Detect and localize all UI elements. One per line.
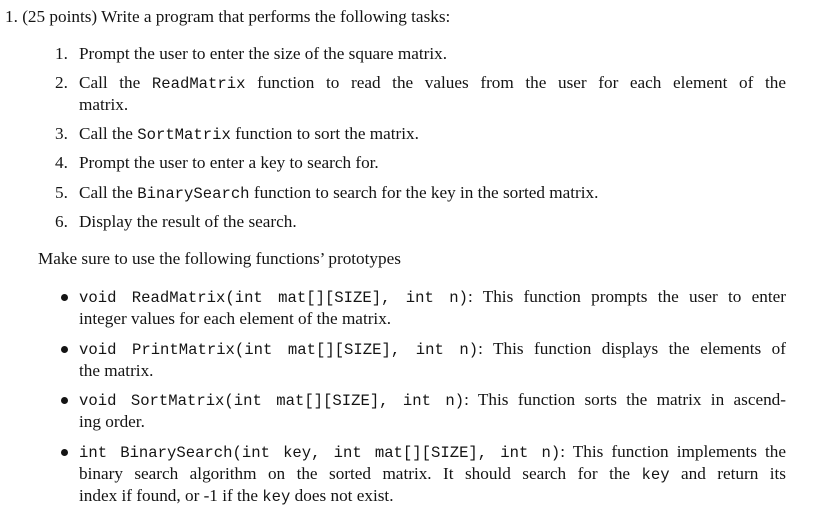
prototype-signature: int BinarySearch(int key, int mat[][SIZE], int n) — [79, 444, 561, 462]
bullet-icon — [61, 397, 68, 404]
prototype-text: void SortMatrix(int mat[][SIZE], int n): This function sorts the matrix in ascend- — [79, 390, 786, 410]
keyword-key: key — [262, 488, 291, 506]
bullet-icon — [61, 346, 68, 353]
task-number: 5. — [55, 183, 68, 202]
prototype-signature: void SortMatrix(int mat[][SIZE], int n) — [79, 392, 465, 410]
task-text: Prompt the user to enter the size of the square matrix. — [79, 44, 447, 63]
problem-number: 1. — [5, 7, 18, 26]
task-text: Call the BinarySearch function to search for the key in the sorted matrix. — [79, 183, 599, 203]
problem-intro: Write a program that performs the following tasks: — [101, 7, 451, 26]
problem-points: (25 points) — [22, 7, 98, 26]
bullet-icon — [61, 294, 68, 301]
prototype-text-continued: integer values for each element of the matrix. — [79, 309, 392, 328]
task-text: Display the result of the search. — [79, 212, 297, 231]
task-number: 4. — [55, 153, 68, 172]
prototype-signature: void ReadMatrix(int mat[][SIZE], int n) — [79, 289, 468, 307]
prototype-signature: void PrintMatrix(int mat[][SIZE], int n) — [79, 341, 479, 359]
task-number: 1. — [55, 44, 68, 63]
prototype-text-continued: index if found, or -1 if the key does not exist. — [79, 486, 394, 506]
prototype-text: void PrintMatrix(int mat[][SIZE], int n): This function displays the elements of — [79, 339, 786, 359]
prototype-text: void ReadMatrix(int mat[][SIZE], int n): This function prompts the user to enter — [79, 287, 786, 307]
function-name: SortMatrix — [137, 126, 231, 144]
prototype-text-continued: binary search algorithm on the sorted matrix. It should search for the key and return its — [79, 464, 786, 484]
task-text: Call the ReadMatrix function to read the values from the user for each element of the — [79, 73, 786, 93]
bullet-icon — [61, 449, 68, 456]
problem-header — [5, 6, 450, 28]
task-number: 2. — [55, 73, 68, 92]
function-name: ReadMatrix — [151, 75, 246, 93]
task-text-continued: matrix. — [79, 95, 129, 114]
prototype-text-continued: ing order. — [79, 412, 145, 431]
prototypes-intro: Make sure to use the following functions’ prototypes — [38, 249, 401, 268]
task-text: Call the SortMatrix function to sort the matrix. — [79, 124, 419, 144]
prototype-text: int BinarySearch(int key, int mat[][SIZE], int n): This function implements the — [79, 442, 786, 462]
task-number: 3. — [55, 124, 68, 143]
keyword-key: key — [641, 466, 670, 484]
task-text: Prompt the user to enter a key to search for. — [79, 153, 379, 172]
prototype-text-continued: the matrix. — [79, 361, 154, 380]
function-name: BinarySearch — [137, 185, 250, 203]
task-number: 6. — [55, 212, 68, 231]
